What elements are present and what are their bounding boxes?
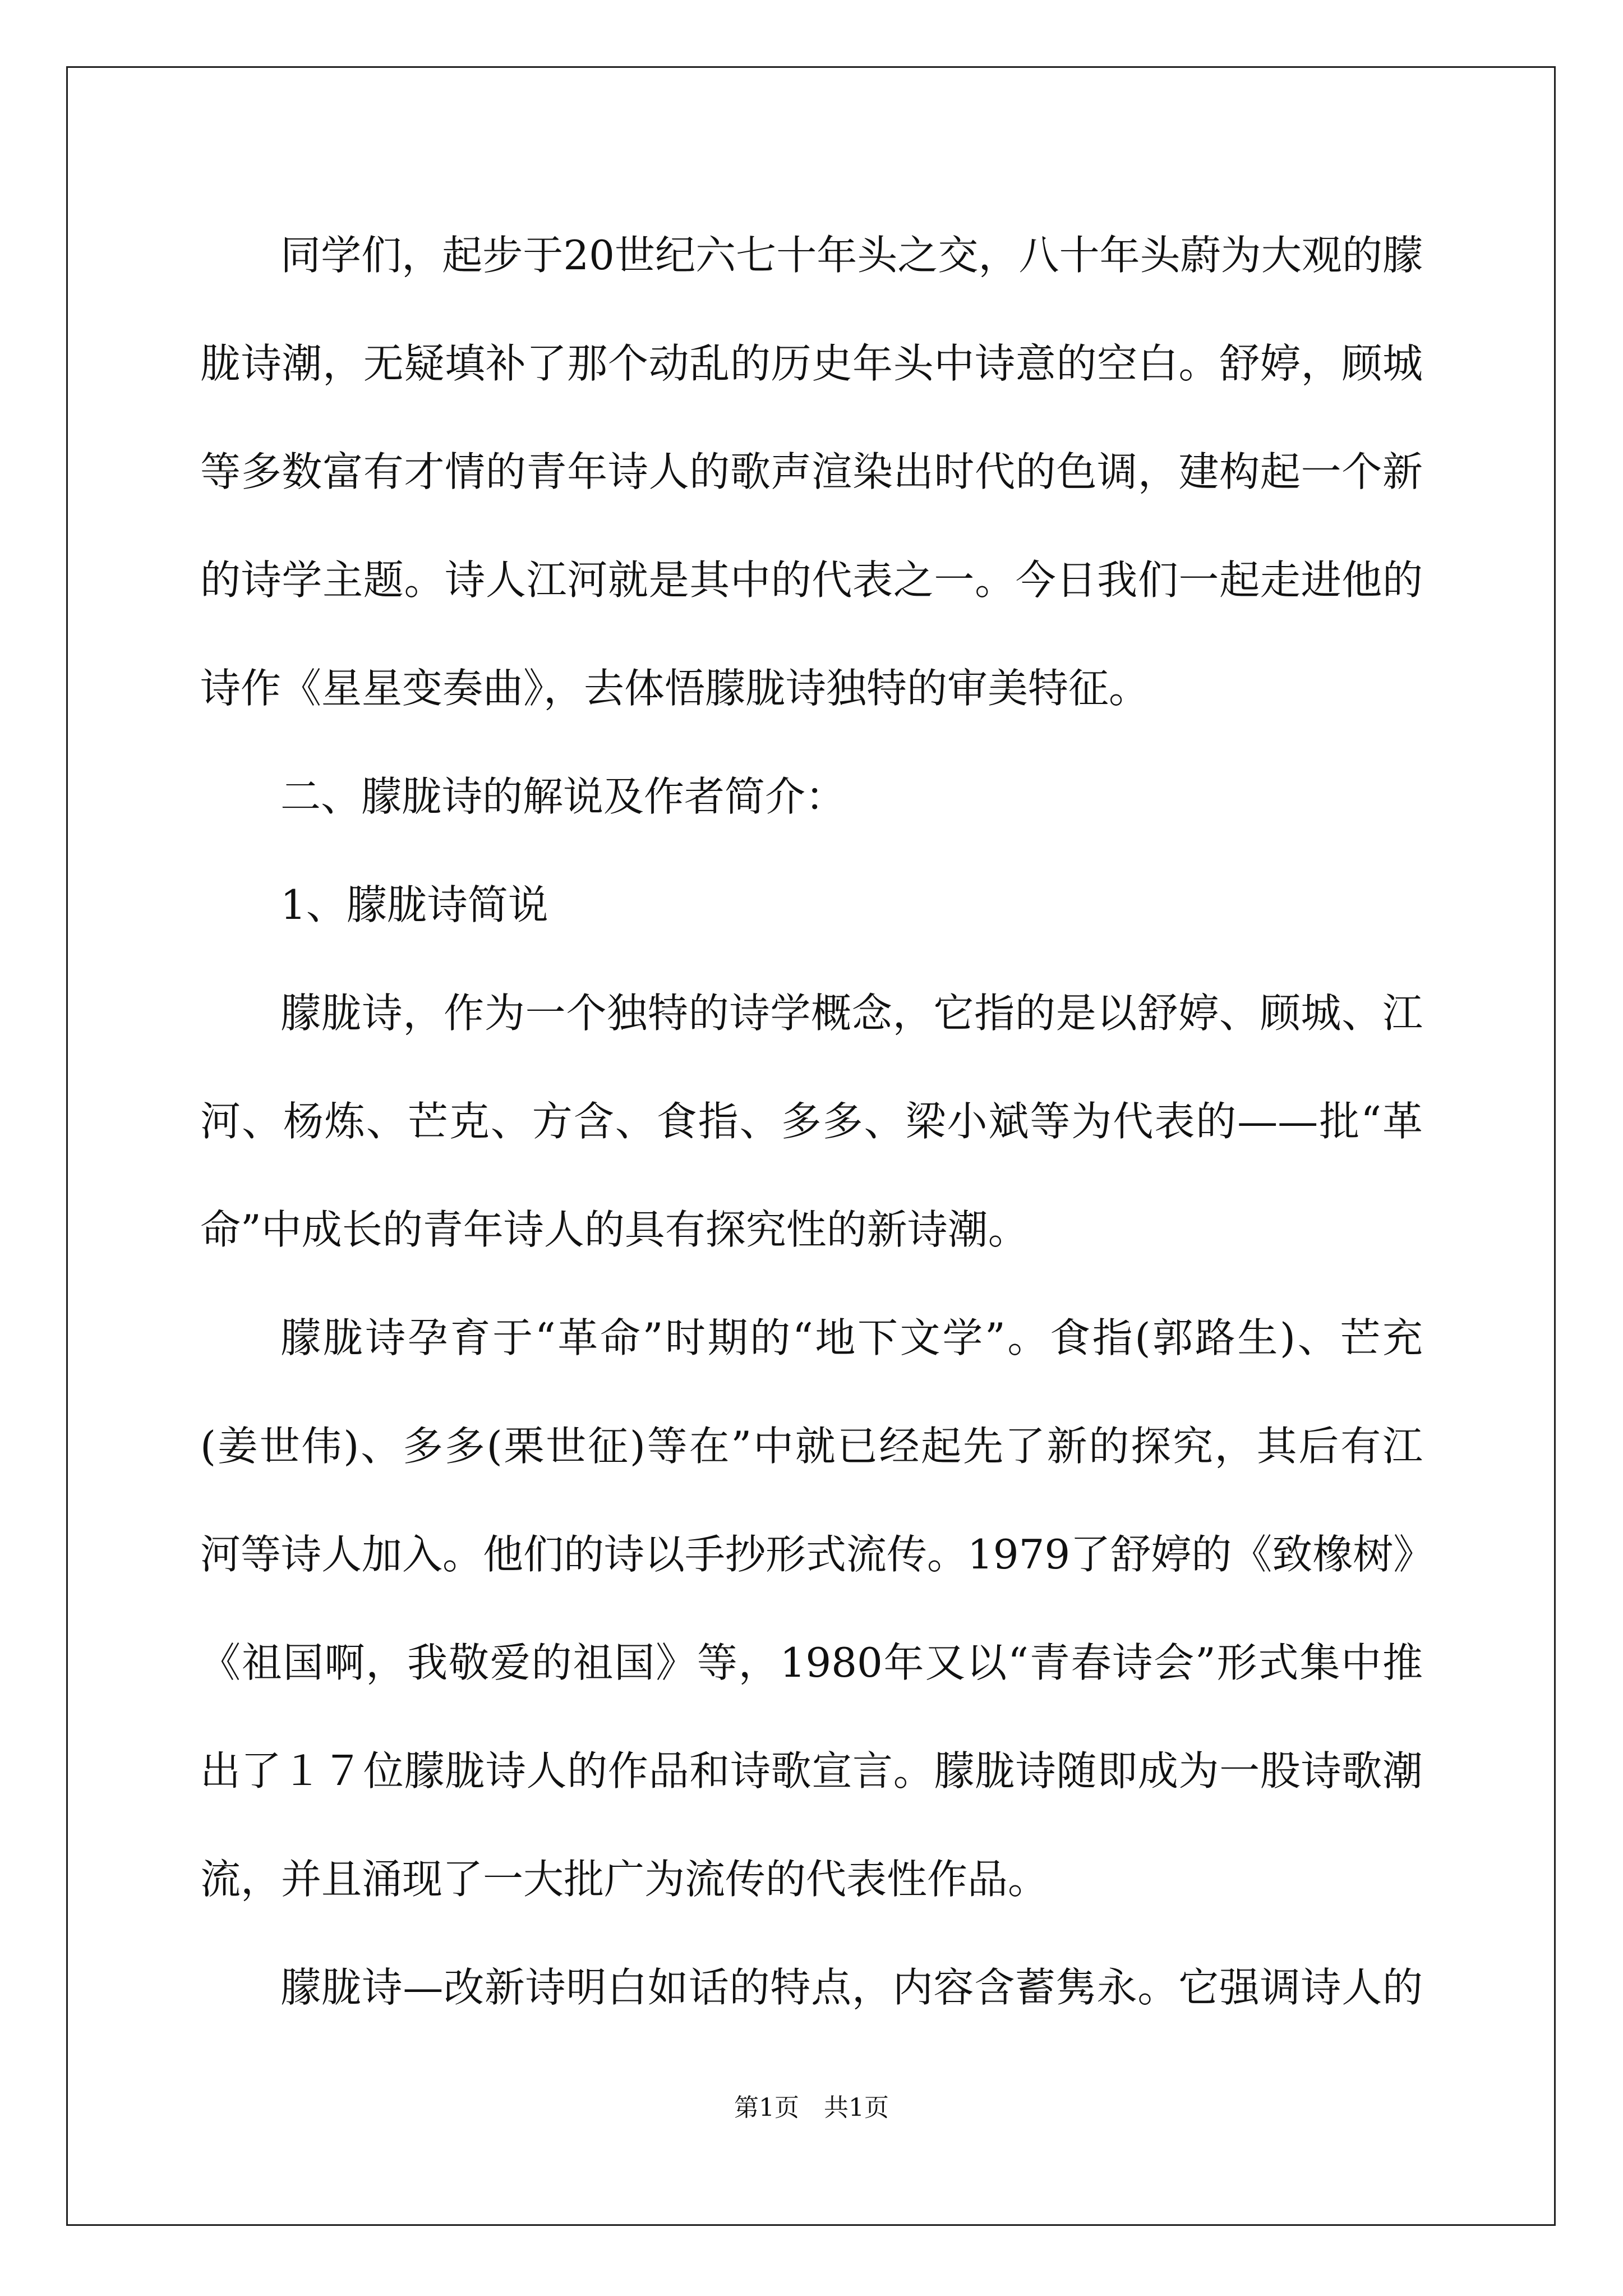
text-line: 诗作《星星变奏曲》，去体悟朦胧诗独特的审美特征。 [200,665,1150,712]
text-line: 朦胧诗，作为一个独特的诗学概念，它指的是以舒婷、顾城、江 [280,990,1423,1037]
text-line: 等多数富有才情的青年诗人的歌声渲染出时代的色调，建构起一个新 [200,448,1423,495]
text-line: 的诗学主题。诗人江河就是其中的代表之一。今日我们一起走进他的 [200,556,1423,604]
text-line: 《祖国啊，我敬爱的祖国》等，1980年又以“青春诗会”形式集中推 [200,1639,1423,1686]
text-line: 命”中成长的青年诗人的具有探究性的新诗潮。 [200,1206,1029,1253]
page-number: 第1页 共1页 [734,2093,889,2122]
text-line: 胧诗潮，无疑填补了那个动乱的历史年头中诗意的空白。舒婷，顾城 [200,340,1423,387]
text-line: 流，并且涌现了一大批广为流传的代表性作品。 [200,1856,1049,1903]
text-line: 河、杨炼、芒克、方含、食指、多多、梁小斌等为代表的——批“革 [200,1098,1423,1145]
text-line: 河等诗人加入。他们的诗以手抄形式流传。1979了舒婷的《致橡树》 [200,1531,1434,1578]
text-line: 朦胧诗—改新诗明白如话的特点，内容含蓄隽永。它强调诗人的 [280,1964,1423,2011]
text-line: (姜世伟)、多多(栗世征)等在”中就已经起先了新的探究，其后有江 [200,1423,1423,1470]
section-heading: 二、朦胧诗的解说及作者简介： [280,773,846,820]
text-line: 同学们，起步于20世纪六七十年头之交，八十年头蔚为大观的朦 [280,232,1423,279]
subsection-heading: 1、朦胧诗简说 [280,881,548,928]
text-line: 出了１７位朦胧诗人的作品和诗歌宣言。朦胧诗随即成为一股诗歌潮 [200,1747,1423,1795]
text-line: 朦胧诗孕育于“革命”时期的“地下文学”。食指(郭路生)、芒充 [280,1314,1423,1361]
